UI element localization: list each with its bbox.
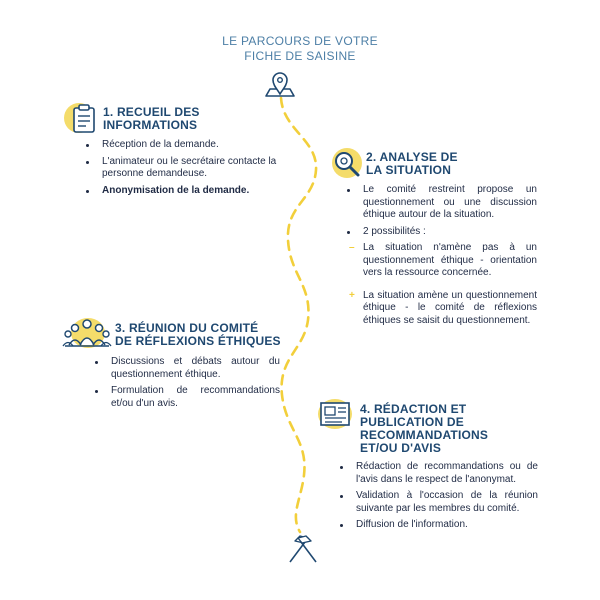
step3-bullet-2: Formulation de recommandations et/ou d'un avis. bbox=[95, 385, 280, 410]
step3-heading-line2: DE RÉFLEXIONS ÉTHIQUES bbox=[115, 334, 281, 348]
step1-heading-line2: INFORMATIONS bbox=[103, 118, 198, 132]
location-pin-icon bbox=[266, 73, 294, 96]
step3-heading-line1: 3. RÉUNION DU COMITÉ bbox=[115, 321, 259, 335]
magnifier-icon bbox=[330, 148, 364, 182]
step3-bullet-list bbox=[95, 356, 280, 414]
step4-heading-line3: RECOMMANDATIONS bbox=[360, 428, 489, 442]
step2-option-positive-text: La situation amène un questionnement éthique - le comité de réflexions éthiques se saisit du questionnement. bbox=[363, 289, 537, 326]
step1-bullet-list bbox=[86, 139, 291, 201]
step2-option-negative bbox=[347, 242, 537, 280]
plus-marker-icon: + bbox=[349, 289, 355, 301]
step4-heading bbox=[360, 403, 488, 455]
step3-bullet-1: Discussions et débats autour du questionnement éthique. bbox=[95, 356, 280, 381]
step4-heading-line2: PUBLICATION DE bbox=[360, 415, 464, 429]
step1-heading-line1: 1. RECUEIL DES bbox=[103, 105, 200, 119]
minus-marker-icon: – bbox=[349, 242, 355, 253]
title-line-1: LE PARCOURS DE VOTRE bbox=[222, 34, 378, 48]
step1-heading bbox=[103, 106, 200, 132]
step2-bullet-1: Le comité restreint propose un questionnement ou une discussion éthique autour de la situation. bbox=[347, 184, 537, 222]
step2-heading-line2: LA SITUATION bbox=[366, 163, 452, 177]
step2-heading bbox=[366, 151, 458, 177]
step4-bullet-3: Diffusion de l'information. bbox=[340, 519, 538, 532]
step2-heading-line1: 2. ANALYSE DE bbox=[366, 150, 458, 164]
step2-bullet-2: 2 possibilités : bbox=[347, 226, 537, 239]
step2-option-negative-text: La situation n'amène pas à un questionnement éthique - orientation vers la ressource concernée. bbox=[363, 242, 537, 278]
step4-bullet-list bbox=[340, 461, 538, 536]
group-icon bbox=[62, 315, 112, 351]
step4-heading-line4: ET/OU D'AVIS bbox=[360, 441, 442, 455]
step2-option-positive bbox=[347, 290, 537, 328]
clipboard-icon bbox=[71, 103, 97, 135]
step1-bullet-3: Anonymisation de la demande. bbox=[86, 185, 291, 198]
step4-bullet-1: Rédaction de recommandations ou de l'avis dans le respect de l'anonymat. bbox=[340, 461, 538, 486]
step1-bullet-1: Réception de la demande. bbox=[86, 139, 291, 152]
step4-heading-line1: 4. RÉDACTION ET bbox=[360, 402, 467, 416]
step3-heading bbox=[115, 322, 281, 348]
step2-bullet-list bbox=[347, 184, 537, 331]
document-icon bbox=[318, 400, 354, 430]
finish-flags-icon bbox=[290, 536, 316, 562]
step1-bullet-2: L'animateur ou le secrétaire contacte la personne demandeuse. bbox=[86, 156, 291, 181]
step4-bullet-2: Validation à l'occasion de la réunion suivante par les membres du comité. bbox=[340, 490, 538, 515]
title-line-2: FICHE DE SAISINE bbox=[244, 49, 356, 63]
